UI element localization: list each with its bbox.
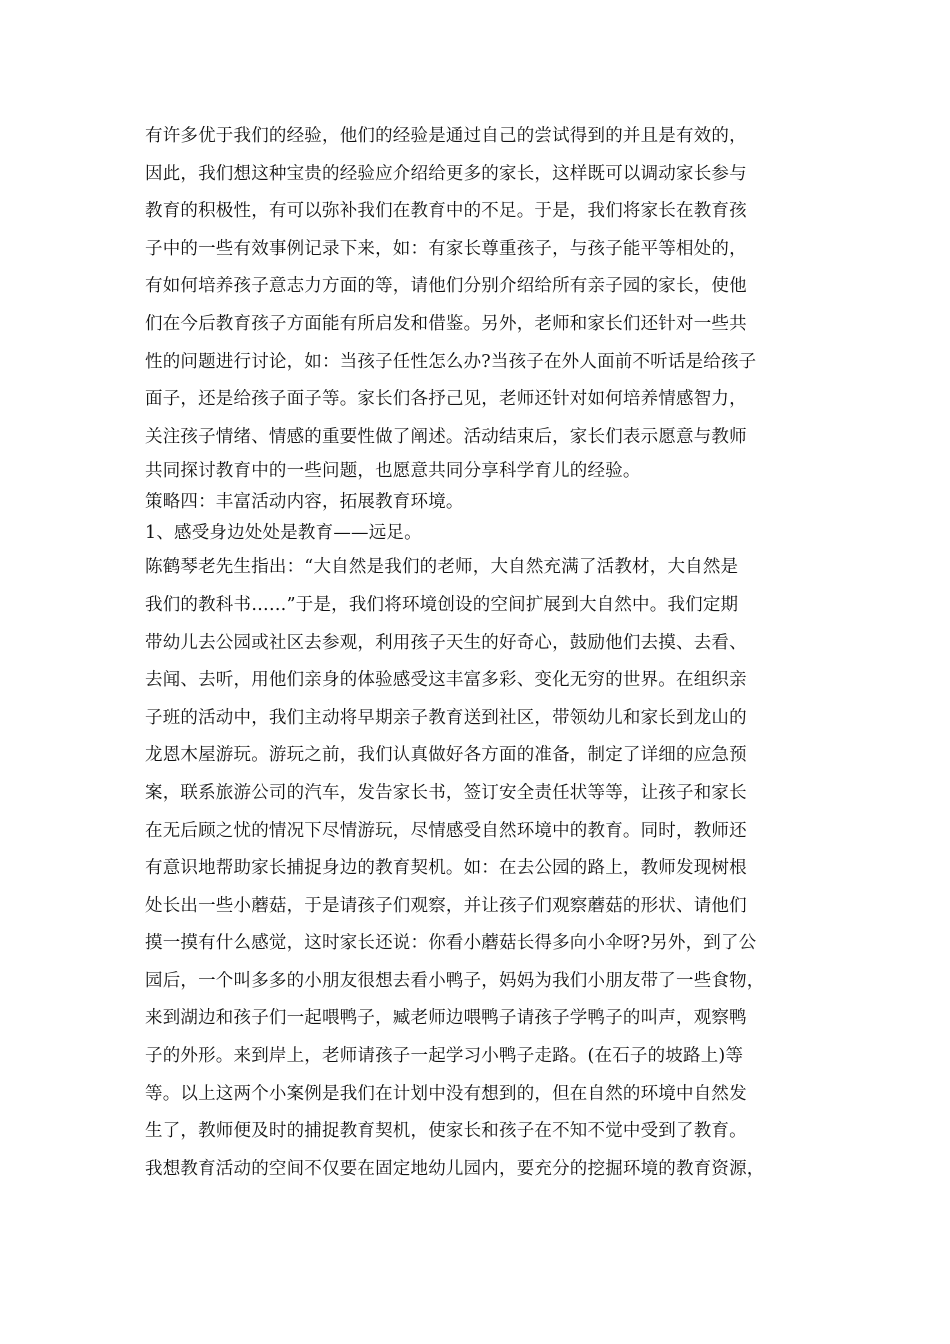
body-text bbox=[145, 118, 825, 1188]
text-line-29: 我想教育活动的空间不仅要在固定地幼儿园内，要充分的挖掘环境的教育资源， bbox=[145, 1158, 765, 1179]
text-line-22: 处长出一些小蘑菇，于是请孩子们观察，并让孩子们观察蘑菇的形状、请他们 bbox=[145, 895, 747, 916]
subsection-heading: 1、感受身边处处是教育——远足。 bbox=[145, 523, 422, 544]
text-line-19: 案，联系旅游公司的汽车，发告家长书，签订安全责任状等等，让孩子和家长 bbox=[145, 782, 747, 803]
text-line-8: 面子，还是给孩子面子等。家长们各抒己见，老师还针对如何培养情感智力， bbox=[145, 389, 747, 410]
text-line-3: 教育的积极性，有可以弥补我们在教育中的不足。于是，我们将家长在教育孩 bbox=[145, 201, 747, 222]
text-line-21: 有意识地帮助家长捕捉身边的教育契机。如：在去公园的路上，教师发现树根 bbox=[145, 858, 747, 879]
text-line-18: 龙恩木屋游玩。游玩之前，我们认真做好各方面的准备，制定了详细的应急预 bbox=[145, 745, 747, 766]
text-line-5: 有如何培养孩子意志力方面的等，请他们分别介绍给所有亲子园的家长，使他 bbox=[145, 276, 747, 297]
text-line-16: 去闻、去听，用他们亲身的体验感受这丰富多彩、变化无穷的世界。在组织亲 bbox=[145, 670, 747, 691]
text-line-26: 子的外形。来到岸上，老师请孩子一起学习小鸭子走路。(在石子的坡路上)等 bbox=[145, 1046, 744, 1067]
text-line-23: 摸一摸有什么感觉，这时家长还说：你看小蘑菇长得多向小伞呀?另外，到了公 bbox=[145, 933, 757, 954]
text-line-10: 共同探讨教育中的一些问题，也愿意共同分享科学育儿的经验。 bbox=[145, 461, 641, 482]
text-line-6: 们在今后教育孩子方面能有所启发和借鉴。另外，老师和家长们还针对一些共 bbox=[145, 313, 747, 334]
text-line-1: 有许多优于我们的经验，他们的经验是通过自己的尝试得到的并且是有效的， bbox=[145, 126, 747, 146]
text-line-15: 带幼儿去公园或社区去参观，利用孩子天生的好奇心，鼓励他们去摸、去看、 bbox=[145, 632, 747, 653]
text-line-17: 子班的活动中，我们主动将早期亲子教育送到社区，带领幼儿和家长到龙山的 bbox=[145, 707, 747, 728]
section-heading: 策略四：丰富活动内容，拓展教育环境。 bbox=[145, 492, 464, 513]
text-line-28: 生了，教师便及时的捕捉教育契机，使家长和孩子在不知不觉中受到了教育。 bbox=[145, 1121, 747, 1142]
text-line-27: 等。以上这两个小案例是我们在计划中没有想到的，但在自然的环境中自然发 bbox=[145, 1083, 747, 1104]
text-line-14: 我们的教科书……”于是，我们将环境创设的空间扩展到大自然中。我们定期 bbox=[145, 594, 739, 615]
text-line-25: 来到湖边和孩子们一起喂鸭子，臧老师边喂鸭子请孩子学鸭子的叫声，观察鸭 bbox=[145, 1008, 747, 1029]
text-line-24: 园后，一个叫多多的小朋友很想去看小鸭子，妈妈为我们小朋友带了一些食物， bbox=[145, 970, 765, 991]
text-line-13: 陈鹤琴老先生指出：“大自然是我们的老师，大自然充满了活教材，大自然是 bbox=[145, 557, 739, 578]
text-line-4: 子中的一些有效事例记录下来，如：有家长尊重孩子，与孩子能平等相处的， bbox=[145, 238, 747, 259]
text-line-7: 性的问题进行讨论，如：当孩子任性怎么办?当孩子在外人面前不听话是给孩子 bbox=[145, 351, 757, 372]
text-line-20: 在无后顾之忧的情况下尽情游玩，尽情感受自然环境中的教育。同时，教师还 bbox=[145, 820, 747, 841]
text-line-9: 关注孩子情绪、情感的重要性做了阐述。活动结束后，家长们表示愿意与教师 bbox=[145, 426, 747, 447]
text-line-2: 因此，我们想这种宝贵的经验应介绍给更多的家长，这样既可以调动家长参与 bbox=[145, 163, 747, 184]
